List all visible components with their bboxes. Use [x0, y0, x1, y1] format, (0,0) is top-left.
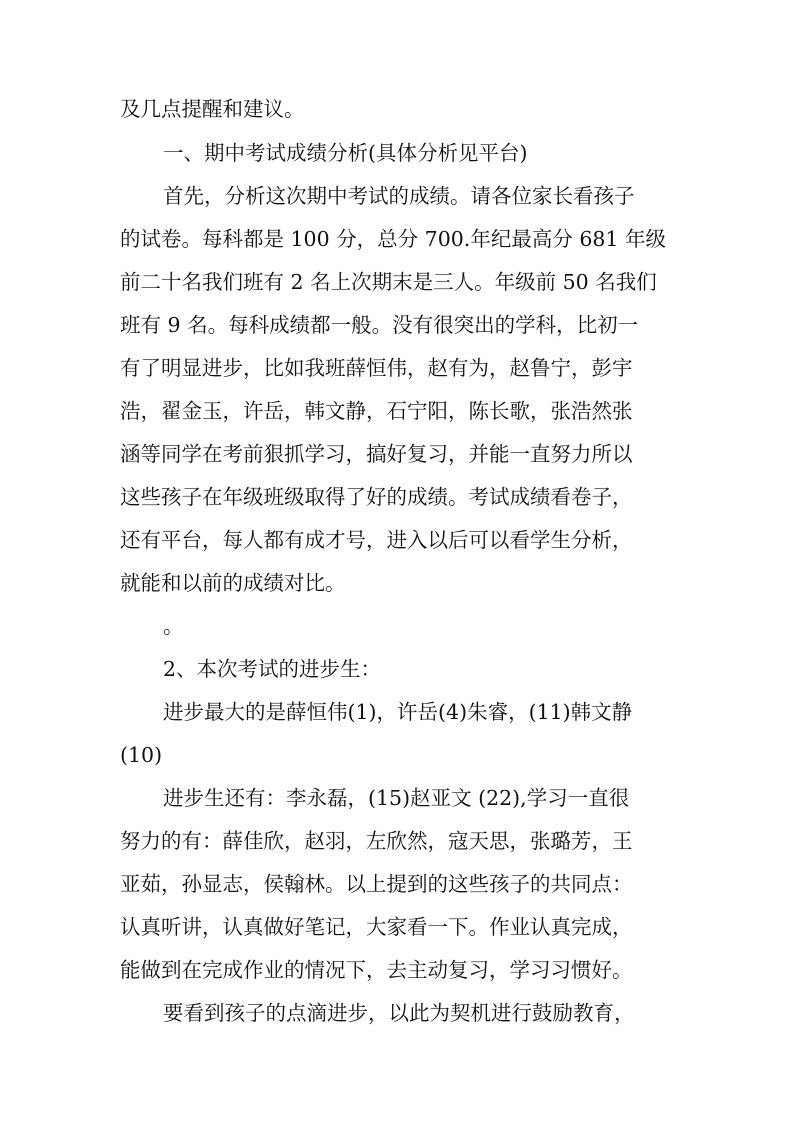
- text-line-15: 进步最大的是薛恒伟(1)，许岳(4)朱睿，(11)韩文静: [163, 700, 633, 724]
- text-line-17: 进步生还有：李永磊，(15)赵亚文 (22),学习一直很: [163, 786, 630, 810]
- text-line-4: 的试卷。每科都是 100 分，总分 700.年纪最高分 681 年级: [120, 227, 666, 251]
- text-line-9: 涵等同学在考前狠抓学习，搞好复习，并能一直努力所以: [120, 442, 633, 466]
- text-line-21: 能做到在完成作业的情况下，去主动复习，学习习惯好。: [120, 958, 633, 982]
- text-line-19: 亚茹，孙显志，侯翰林。以上提到的这些孩子的共同点：: [120, 872, 633, 896]
- text-line-7: 有了明显进步，比如我班薛恒伟，赵有为，赵鲁宁，彭宇: [120, 356, 633, 380]
- text-line-5: 前二十名我们班有 2 名上次期末是三人。年级前 50 名我们: [120, 270, 657, 294]
- text-line-1: 及几点提醒和建议。: [120, 97, 305, 121]
- text-line-11: 还有平台，每人都有成才号，进入以后可以看学生分析，: [120, 528, 633, 552]
- text-line-12: 就能和以前的成绩对比。: [120, 571, 346, 595]
- section-heading-1: 一、期中考试成绩分析(具体分析见平台): [163, 141, 528, 165]
- text-line-3: 首先，分析这次期中考试的成绩。请各位家长看孩子: [163, 184, 635, 208]
- text-line-6: 班有 9 名。每科成绩都一般。没有很突出的学科，比初一: [120, 313, 639, 337]
- text-line-22: 要看到孩子的点滴进步，以此为契机进行鼓励教育，: [163, 1001, 635, 1025]
- text-line-10: 这些孩子在年级班级取得了好的成绩。考试成绩看卷子，: [120, 485, 633, 509]
- text-line-8: 浩，翟金玉，许岳，韩文静，石宁阳，陈长歌，张浩然张: [120, 399, 633, 423]
- section-heading-2: 2、本次考试的进步生：: [163, 657, 382, 681]
- text-line-13: 。: [163, 614, 184, 638]
- text-line-20: 认真听讲，认真做好笔记，大家看一下。作业认真完成，: [120, 915, 633, 939]
- text-line-18: 努力的有：薛佳欣，赵羽，左欣然，寇天思，张璐芳，王: [120, 829, 633, 853]
- text-line-16: (10): [120, 743, 163, 767]
